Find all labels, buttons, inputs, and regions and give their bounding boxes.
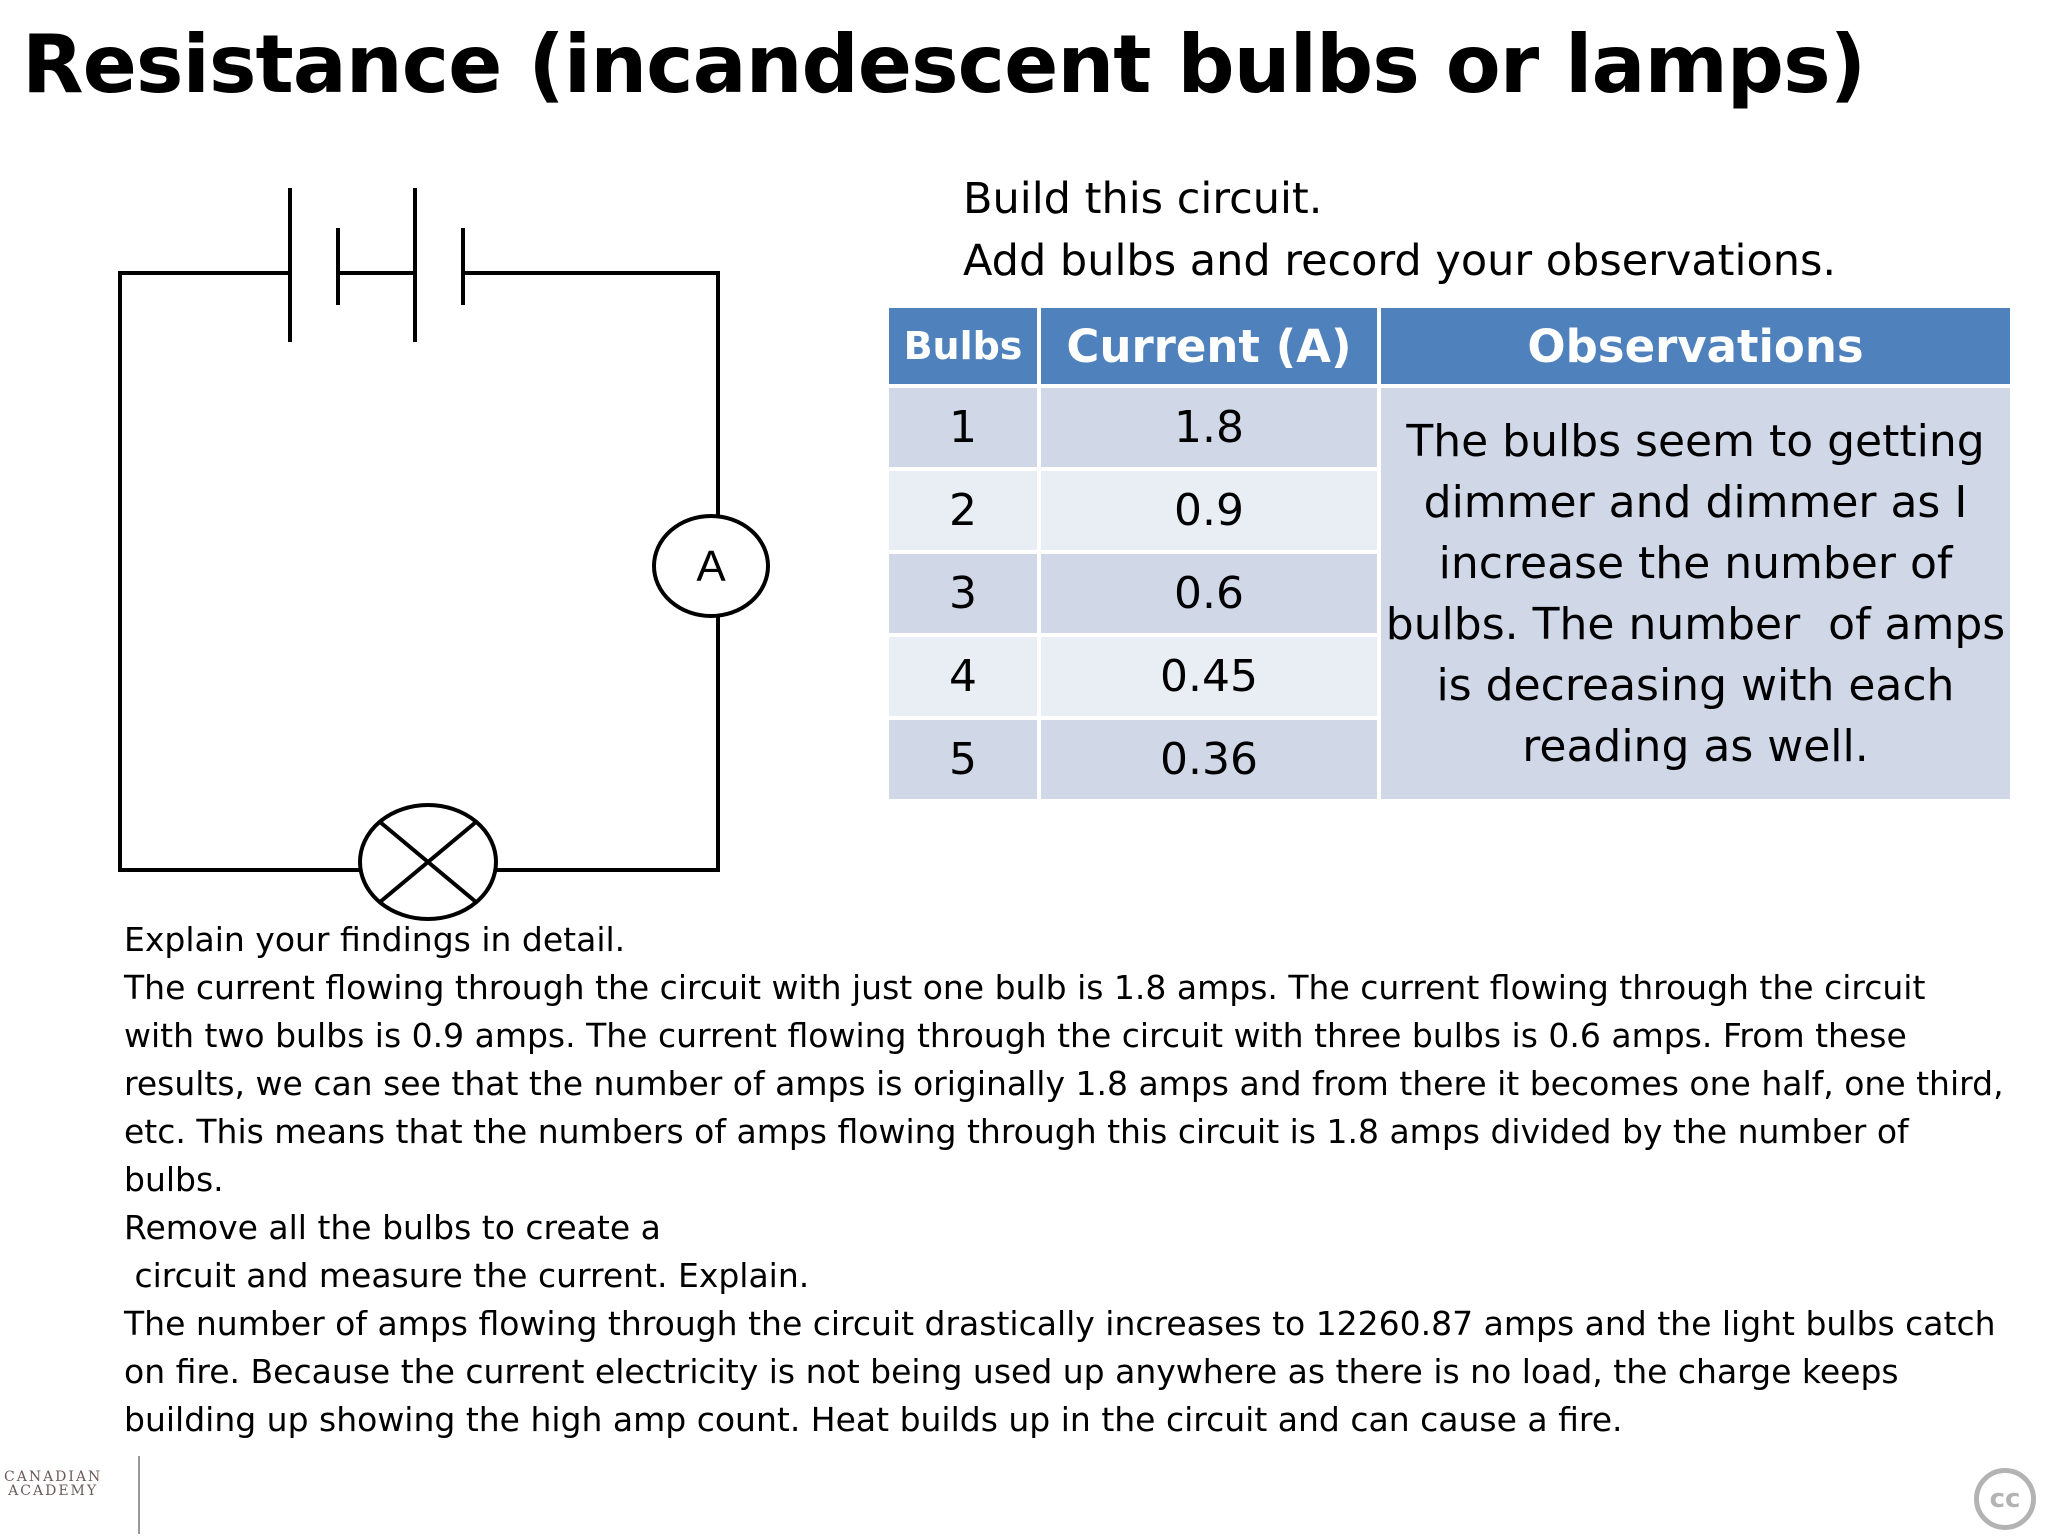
current-cell: 1.8: [1041, 388, 1377, 467]
current-cell: 0.45: [1041, 637, 1377, 716]
ammeter-icon: [654, 516, 768, 616]
current-cell: 0.36: [1041, 720, 1377, 799]
bulbs-cell: 1: [889, 388, 1037, 467]
question-findings: Explain your findings in detail.: [124, 920, 626, 959]
table-row: [889, 388, 2010, 467]
header-current: Current (A): [1041, 308, 1377, 384]
page-title: Resistance (incandescent bulbs or lamps): [22, 18, 1866, 111]
bulbs-cell: 4: [889, 637, 1037, 716]
bulbs-cell: 5: [889, 720, 1037, 799]
observation-line: dimmer and dimmer as I: [1423, 476, 1968, 528]
logo-divider: [138, 1456, 140, 1534]
header-observations: Observations: [1381, 308, 2010, 384]
answer-remove-bulbs: The number of amps flowing through the circuit drastically increases to 12260.87 amps and the light bulbs catch on fire. Because the current electricity is not being used up anywhere as there is no load, the charge keeps building up showing the high amp count. Heat builds up in the circuit and can cause a fire.: [124, 1304, 2007, 1439]
observation-line: bulbs. The number of amps: [1385, 598, 2006, 650]
table-header-row: [889, 308, 2010, 384]
bulbs-cell: 2: [889, 471, 1037, 550]
ammeter-label: A: [696, 542, 726, 591]
logo-line-2: ACADEMY: [8, 1483, 99, 1499]
battery-icon: [290, 190, 463, 340]
explanation-text: [124, 916, 2015, 1444]
observation-line: increase the number of: [1438, 537, 1953, 589]
cc-label: cc: [1989, 1484, 2021, 1514]
cc-icon: [1974, 1468, 2036, 1530]
observations-cell: [1381, 388, 2010, 799]
answer-findings: The current flowing through the circuit with just one bulb is 1.8 amps. The current flowing through the circuit with two bulbs is 0.9 amps. The current flowing through the circuit with three bulbs is 0.6 amps. From these results, we can see that the number of amps is originally 1.8 amps and from there it becomes one half, one third, etc. This means that the numbers of amps flowing through this circuit is 1.8 amps divided by the number of bulbs.: [124, 968, 2015, 1199]
circuit-diagram: [100, 175, 780, 935]
header-bulbs: Bulbs: [889, 308, 1037, 384]
canadian-academy-logo: [4, 1470, 102, 1498]
logo-line-1: CANADIAN: [4, 1469, 103, 1485]
question-remove-bulbs: Remove all the bulbs to create a: [124, 1208, 661, 1247]
question-remove-bulbs-cont: circuit and measure the current. Explain.: [124, 1256, 810, 1295]
instructions: [963, 168, 1836, 292]
current-cell: 0.9: [1041, 471, 1377, 550]
instruction-line-1: Build this circuit.: [963, 174, 1323, 224]
observation-line: is decreasing with each: [1436, 659, 1955, 711]
results-table: [885, 304, 2014, 803]
current-cell: 0.6: [1041, 554, 1377, 633]
bulbs-cell: 3: [889, 554, 1037, 633]
observation-line: The bulbs seem to getting: [1406, 415, 1985, 467]
observation-line: reading as well.: [1522, 720, 1869, 772]
lamp-icon: [360, 805, 496, 919]
instruction-line-2: Add bulbs and record your observations.: [963, 236, 1837, 286]
